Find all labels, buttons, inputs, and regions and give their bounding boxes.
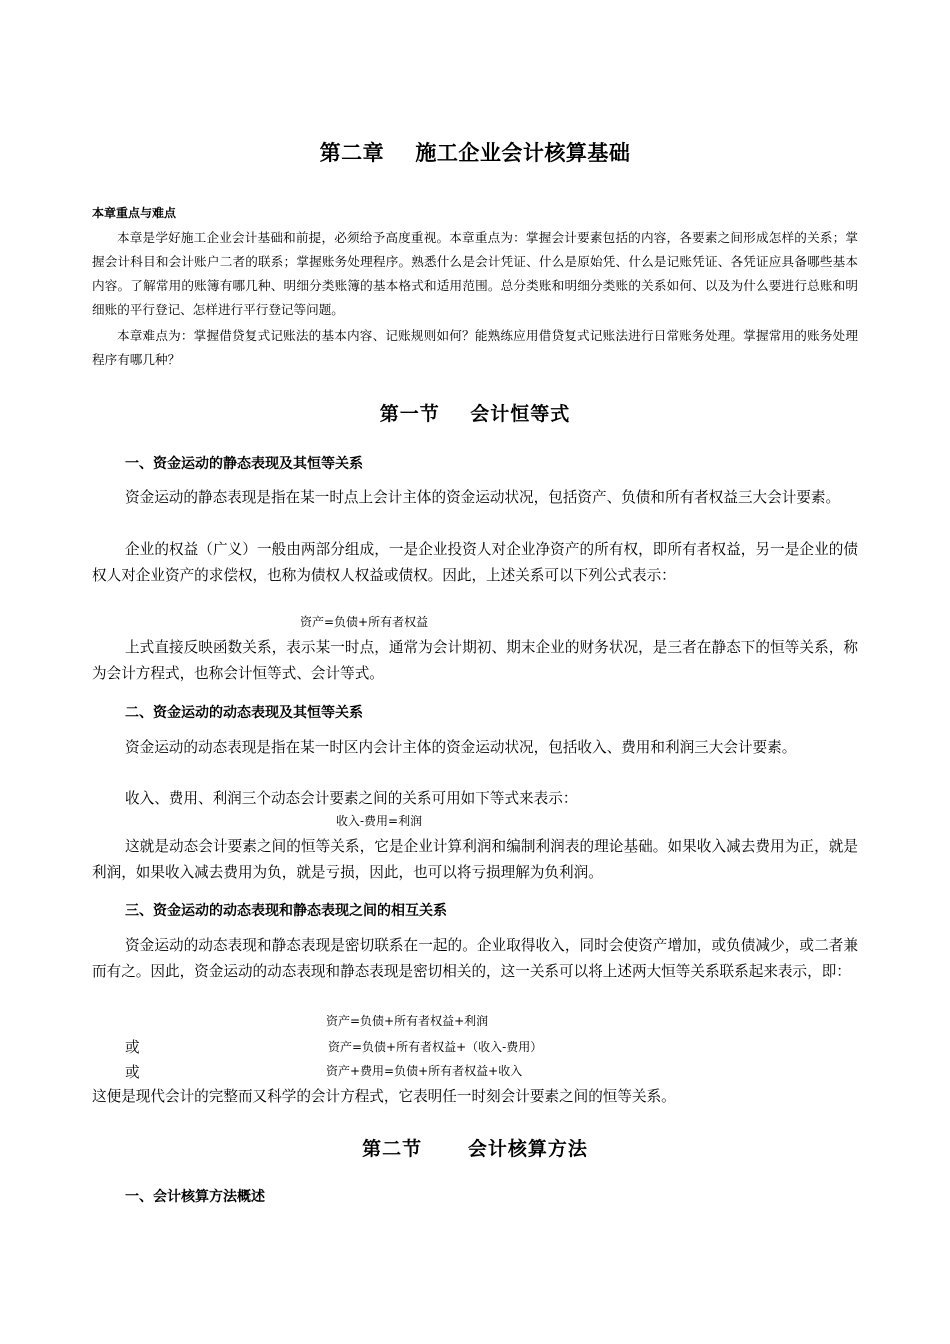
paragraph: 收入、费用、利润三个动态会计要素之间的关系可用如下等式来表示： <box>125 790 578 807</box>
or-label: 或 <box>125 1064 140 1081</box>
paragraph: 资金运动的动态表现是指在某一时区内会计主体的资金运动状况，包括收入、费用和利润三大会计要素。 <box>125 739 797 756</box>
section-title: 第一节 会计恒等式 <box>379 403 571 425</box>
key-points-paragraph: 本章是学好施工企业会计基础和前提，必须给予高度重视。本章重点为：掌握会计要素包括的内容，各要素之间形成怎样的关系；掌握会计科目和会计账户二者的联系；掌握账务处理程序。熟悉什么是会计凭证、什么是原始凭、什么是记账凭证、各凭证应具备哪些基本内容。了解常用的账簿有哪几种、明细分类账簿的基本格式和适用范围。总分类账和明细分类账的关系如何、以及为什么要进行总账和明细账的平行登记、怎样进行平行登记等问题。 <box>92 230 858 317</box>
paragraph: 资金运动的静态表现是指在某一时点上会计主体的资金运动状况，包括资产、负债和所有者权益三大会计要素。 <box>125 489 841 506</box>
subsection-heading: 三、资金运动的动态表现和静态表现之间的相互关系 <box>125 903 447 919</box>
section-title: 第二节 会计核算方法 <box>362 1138 588 1160</box>
paragraph: 资金运动的动态表现和静态表现是密切联系在一起的。企业取得收入，同时会使资产增加，或负债减少，或二者兼而有之。因此，资金运动的动态表现和静态表现是密切相关的，这一关系可以将上述两大恒等关系联系起来表示，即： <box>92 937 858 980</box>
or-label: 或 <box>125 1039 140 1056</box>
paragraph: 上式直接反映函数关系，表示某一时点，通常为会计期初、期末企业的财务状况，是三者在静态下的恒等关系，称为会计方程式，也称会计恒等式、会计等式。 <box>92 639 858 682</box>
conclusion-text: 这便是现代会计的完整而又科学的会计方程式，它表明任一时刻会计要素之间的恒等关系。 <box>92 1088 676 1105</box>
formula: 资产=负债+所有者权益+利润 <box>326 1014 489 1028</box>
paragraph: 这就是动态会计要素之间的恒等关系，它是企业计算利润和编制利润表的理论基础。如果收入减去费用为正，就是利润，如果收入减去费用为负，就是亏损，因此，也可以将亏损理解为负利润。 <box>92 838 858 881</box>
formula: 资产+费用=负债+所有者权益+收入 <box>326 1064 523 1078</box>
subsection-heading: 二、资金运动的动态表现及其恒等关系 <box>125 705 363 721</box>
formula: 收入-费用=利润 <box>336 814 423 828</box>
paragraph: 企业的权益（广义）一般由两部分组成，一是企业投资人对企业净资产的所有权，即所有者权益，另一是企业的债权人对企业资产的求偿权，也称为债权人权益或债权。因此，上述关系可以下列公式表示： <box>92 541 858 584</box>
subsection-heading: 一、资金运动的静态表现及其恒等关系 <box>125 456 363 472</box>
formula: 资产=负债+所有者权益 <box>300 615 429 629</box>
difficulty-paragraph: 本章难点为：掌握借贷复式记账法的基本内容、记账规则如何？能熟练应用借贷复式记账法进行日常账务处理。掌握常用的账务处理程序有哪几种？ <box>92 328 858 367</box>
key-points-heading: 本章重点与难点 <box>92 206 177 220</box>
subsection-heading: 一、会计核算方法概述 <box>125 1189 265 1205</box>
chapter-title: 第二章 施工企业会计核算基础 <box>319 141 631 165</box>
formula: 资产=负债+所有者权益+（收入-费用） <box>328 1040 543 1054</box>
